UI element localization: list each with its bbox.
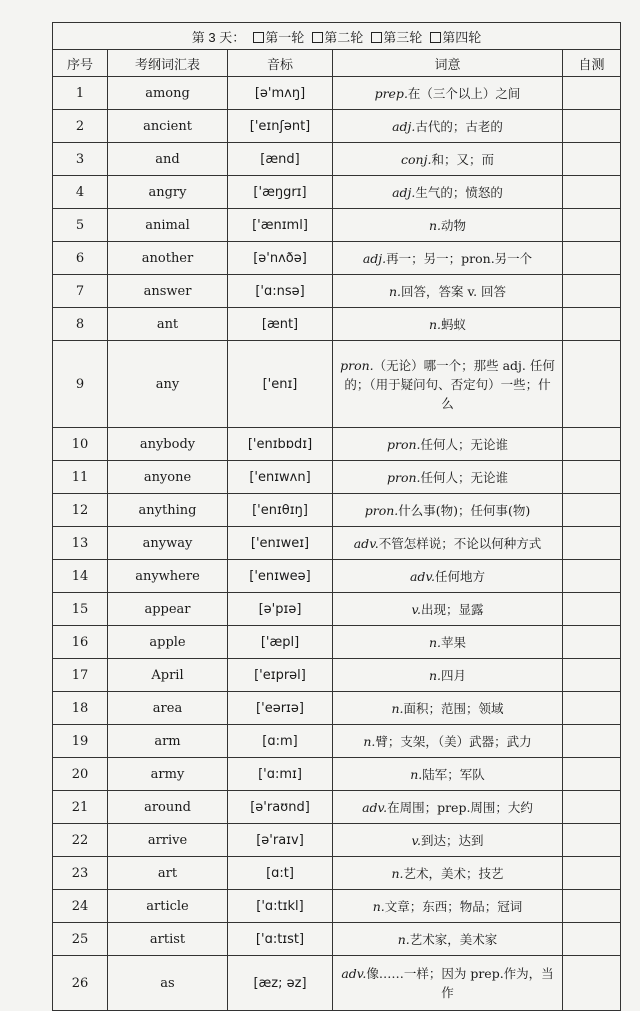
table-row	[53, 176, 621, 209]
row-meaning	[333, 593, 563, 626]
part-of-speech: v.	[411, 832, 422, 848]
meaning-text: 到达；达到	[421, 832, 484, 848]
part-of-speech: n.	[428, 634, 441, 650]
day-header-row	[53, 23, 621, 50]
row-number: 24	[53, 890, 108, 923]
row-selftest-cell[interactable]	[563, 275, 621, 308]
col-header-phonetic: 音标	[228, 50, 333, 77]
table-row	[53, 428, 621, 461]
row-selftest-cell[interactable]	[563, 242, 621, 275]
row-number: 19	[53, 725, 108, 758]
meaning-text: 什么事(物)；任何事(物)	[398, 502, 531, 518]
meaning-text: 动物	[441, 217, 467, 233]
meaning-text: 陆军；军队	[422, 766, 485, 782]
row-number: 10	[53, 428, 108, 461]
part-of-speech: pron.	[364, 502, 399, 518]
row-number: 1	[53, 77, 108, 110]
row-word: article	[108, 890, 228, 923]
table-row	[53, 242, 621, 275]
row-meaning	[333, 143, 563, 176]
table-row	[53, 758, 621, 791]
row-meaning	[333, 923, 563, 956]
meaning-text: 在（三个以上）之间	[407, 85, 521, 101]
table-row	[53, 209, 621, 242]
row-word: any	[108, 341, 228, 428]
row-phonetic: [ænd]	[228, 143, 333, 176]
table-row	[53, 341, 621, 428]
meaning-text: 文章；东西；物品；冠词	[384, 898, 523, 914]
row-number: 7	[53, 275, 108, 308]
meaning-text: 蚂蚁	[441, 316, 467, 332]
row-meaning	[333, 242, 563, 275]
row-number: 14	[53, 560, 108, 593]
row-word: as	[108, 956, 228, 1011]
table-row	[53, 461, 621, 494]
part-of-speech: pron.	[386, 469, 421, 485]
meaning-text: 回答，答案 v. 回答	[401, 283, 507, 299]
row-selftest-cell[interactable]	[563, 209, 621, 242]
table-row	[53, 791, 621, 824]
row-phonetic: [ə'raʊnd]	[228, 791, 333, 824]
meaning-text: 生气的；愤怒的	[415, 184, 503, 200]
column-header-row	[53, 50, 621, 77]
row-selftest-cell[interactable]	[563, 428, 621, 461]
table-row	[53, 692, 621, 725]
part-of-speech: n.	[428, 667, 441, 683]
row-word: art	[108, 857, 228, 890]
meaning-text: 像……一样；因为 prep.作为，当作	[366, 966, 554, 1000]
row-word: and	[108, 143, 228, 176]
row-meaning	[333, 791, 563, 824]
row-word: anyone	[108, 461, 228, 494]
row-selftest-cell[interactable]	[563, 659, 621, 692]
row-meaning	[333, 275, 563, 308]
row-selftest-cell[interactable]	[563, 176, 621, 209]
row-selftest-cell[interactable]	[563, 77, 621, 110]
meaning-text: 面积；范围；领域	[403, 700, 504, 716]
part-of-speech: n.	[391, 700, 404, 716]
table-row	[53, 626, 621, 659]
meaning-text: 任何地方	[435, 568, 486, 584]
row-phonetic: ['ɑ:nsə]	[228, 275, 333, 308]
table-row	[53, 890, 621, 923]
row-number: 4	[53, 176, 108, 209]
part-of-speech: n.	[388, 283, 402, 299]
row-selftest-cell[interactable]	[563, 758, 621, 791]
row-number: 5	[53, 209, 108, 242]
row-meaning	[333, 77, 563, 110]
part-of-speech: pron.	[386, 436, 421, 452]
table-row	[53, 824, 621, 857]
meaning-text: 艺术，美术；技艺	[403, 865, 504, 881]
row-word: artist	[108, 923, 228, 956]
row-number: 23	[53, 857, 108, 890]
row-meaning	[333, 824, 563, 857]
row-number: 15	[53, 593, 108, 626]
part-of-speech: conj.	[401, 151, 432, 167]
row-selftest-cell[interactable]	[563, 308, 621, 341]
round-4-checkbox[interactable]	[430, 32, 441, 43]
col-header-word: 考纲词汇表	[108, 50, 228, 77]
row-number: 25	[53, 923, 108, 956]
row-number: 11	[53, 461, 108, 494]
row-word: ant	[108, 308, 228, 341]
row-selftest-cell[interactable]	[563, 461, 621, 494]
row-meaning	[333, 659, 563, 692]
row-word: arm	[108, 725, 228, 758]
meaning-text: 不管怎样说；不论以何种方式	[378, 535, 542, 551]
row-meaning	[333, 890, 563, 923]
table-row	[53, 857, 621, 890]
row-meaning	[333, 758, 563, 791]
row-meaning	[333, 461, 563, 494]
part-of-speech: n.	[397, 931, 410, 947]
col-header-meaning: 词意	[333, 50, 563, 77]
row-selftest-cell[interactable]	[563, 110, 621, 143]
table-row	[53, 77, 621, 110]
row-phonetic: ['eərɪə]	[228, 692, 333, 725]
row-selftest-cell[interactable]	[563, 560, 621, 593]
row-meaning	[333, 428, 563, 461]
part-of-speech: prep.	[374, 85, 408, 101]
round-3-checkbox[interactable]	[371, 32, 382, 43]
row-meaning	[333, 209, 563, 242]
row-selftest-cell[interactable]	[563, 593, 621, 626]
meaning-text: 苹果	[441, 634, 467, 650]
row-selftest-cell[interactable]	[563, 857, 621, 890]
meaning-text: 四月	[441, 667, 467, 683]
row-number: 16	[53, 626, 108, 659]
row-phonetic: ['enɪθɪŋ]	[228, 494, 333, 527]
vocabulary-table	[52, 22, 621, 1011]
row-phonetic: ['ænɪml]	[228, 209, 333, 242]
meaning-text: 在周围；prep.周围；大约	[387, 799, 533, 815]
row-selftest-cell[interactable]	[563, 341, 621, 428]
table-row	[53, 923, 621, 956]
row-phonetic: [ænt]	[228, 308, 333, 341]
row-phonetic: ['enɪ]	[228, 341, 333, 428]
row-meaning	[333, 725, 563, 758]
row-word: among	[108, 77, 228, 110]
row-word: anybody	[108, 428, 228, 461]
row-phonetic: ['enɪweə]	[228, 560, 333, 593]
row-meaning	[333, 857, 563, 890]
row-word: ancient	[108, 110, 228, 143]
row-word: April	[108, 659, 228, 692]
day-header	[53, 23, 621, 50]
day-label: 第 3 天：	[191, 29, 246, 45]
row-phonetic: [ə'pɪə]	[228, 593, 333, 626]
part-of-speech: adv.	[362, 799, 388, 815]
row-number: 3	[53, 143, 108, 176]
part-of-speech: pron.	[340, 357, 374, 373]
row-selftest-cell[interactable]	[563, 890, 621, 923]
row-phonetic: ['eɪnʃənt]	[228, 110, 333, 143]
meaning-text: （无论）哪一个；那些 adj. 任何的；（用于疑问句、否定句）一些；什么	[344, 357, 555, 411]
row-number: 21	[53, 791, 108, 824]
row-meaning	[333, 560, 563, 593]
row-number: 6	[53, 242, 108, 275]
table-row	[53, 956, 621, 1011]
row-meaning	[333, 626, 563, 659]
row-word: animal	[108, 209, 228, 242]
part-of-speech: adj.	[392, 184, 416, 200]
meaning-text: 臂；支架，（美）武器；武力	[375, 733, 532, 749]
part-of-speech: n.	[410, 766, 423, 782]
row-number: 2	[53, 110, 108, 143]
row-phonetic: ['æŋgrɪ]	[228, 176, 333, 209]
row-selftest-cell[interactable]	[563, 527, 621, 560]
row-word: anywhere	[108, 560, 228, 593]
row-selftest-cell[interactable]	[563, 692, 621, 725]
table-row	[53, 275, 621, 308]
row-word: anyway	[108, 527, 228, 560]
round-1-label: 第一轮	[265, 29, 305, 45]
meaning-text: 艺术家，美术家	[409, 931, 498, 947]
row-number: 9	[53, 341, 108, 428]
part-of-speech: v.	[411, 601, 422, 617]
row-phonetic: ['ɑ:tɪst]	[228, 923, 333, 956]
row-phonetic: ['ɑ:mɪ]	[228, 758, 333, 791]
row-number: 26	[53, 956, 108, 1011]
row-phonetic: ['enɪbɒdɪ]	[228, 428, 333, 461]
row-phonetic: [ə'nʌðə]	[228, 242, 333, 275]
round-1-checkbox[interactable]	[253, 32, 264, 43]
part-of-speech: adj.	[392, 118, 416, 134]
round-2-checkbox[interactable]	[312, 32, 323, 43]
row-word: appear	[108, 593, 228, 626]
table-row	[53, 494, 621, 527]
row-selftest-cell[interactable]	[563, 725, 621, 758]
row-selftest-cell[interactable]	[563, 626, 621, 659]
table-row	[53, 560, 621, 593]
part-of-speech: n.	[372, 898, 385, 914]
row-word: around	[108, 791, 228, 824]
meaning-text: 任何人；无论谁	[420, 469, 509, 485]
row-phonetic: [ə'raɪv]	[228, 824, 333, 857]
row-phonetic: ['ɑ:tɪkl]	[228, 890, 333, 923]
row-word: apple	[108, 626, 228, 659]
table-row	[53, 143, 621, 176]
row-number: 12	[53, 494, 108, 527]
part-of-speech: n.	[428, 217, 441, 233]
meaning-text: 任何人；无论谁	[420, 436, 509, 452]
meaning-text: 再一；另一；pron.另一个	[386, 250, 533, 266]
round-4-label: 第四轮	[442, 29, 482, 45]
row-meaning	[333, 527, 563, 560]
row-meaning	[333, 956, 563, 1011]
part-of-speech: adv.	[353, 535, 379, 551]
row-selftest-cell[interactable]	[563, 143, 621, 176]
row-meaning	[333, 341, 563, 428]
meaning-text: 出现；显露	[421, 601, 484, 617]
row-meaning	[333, 176, 563, 209]
table-row	[53, 110, 621, 143]
part-of-speech: adv.	[409, 568, 435, 584]
row-selftest-cell[interactable]	[563, 923, 621, 956]
part-of-speech: adv.	[341, 966, 367, 981]
table-row	[53, 725, 621, 758]
row-phonetic: ['eɪprəl]	[228, 659, 333, 692]
row-phonetic: ['enɪweɪ]	[228, 527, 333, 560]
row-meaning	[333, 692, 563, 725]
part-of-speech: n.	[363, 733, 376, 749]
row-meaning	[333, 308, 563, 341]
table-row	[53, 527, 621, 560]
meaning-text: 古代的；古老的	[415, 118, 503, 134]
part-of-speech: n.	[391, 865, 404, 881]
row-phonetic: [ə'mʌŋ]	[228, 77, 333, 110]
row-selftest-cell[interactable]	[563, 956, 621, 1011]
row-phonetic: [ɑ:m]	[228, 725, 333, 758]
row-meaning	[333, 494, 563, 527]
row-word: arrive	[108, 824, 228, 857]
table-row	[53, 593, 621, 626]
round-3-label: 第三轮	[383, 29, 423, 45]
row-word: answer	[108, 275, 228, 308]
row-phonetic: [æz; əz]	[228, 956, 333, 1011]
row-number: 8	[53, 308, 108, 341]
row-number: 17	[53, 659, 108, 692]
row-meaning	[333, 110, 563, 143]
vocabulary-sheet	[52, 22, 620, 1011]
row-word: another	[108, 242, 228, 275]
row-number: 18	[53, 692, 108, 725]
row-word: anything	[108, 494, 228, 527]
table-row	[53, 659, 621, 692]
row-word: army	[108, 758, 228, 791]
row-phonetic: ['enɪwʌn]	[228, 461, 333, 494]
row-phonetic: ['æpl]	[228, 626, 333, 659]
row-word: angry	[108, 176, 228, 209]
part-of-speech: adj.	[362, 250, 387, 266]
row-selftest-cell[interactable]	[563, 791, 621, 824]
row-word: area	[108, 692, 228, 725]
row-selftest-cell[interactable]	[563, 824, 621, 857]
round-2-label: 第二轮	[324, 29, 364, 45]
row-number: 22	[53, 824, 108, 857]
row-number: 13	[53, 527, 108, 560]
col-header-selftest: 自测	[563, 50, 621, 77]
row-phonetic: [ɑ:t]	[228, 857, 333, 890]
row-number: 20	[53, 758, 108, 791]
row-selftest-cell[interactable]	[563, 494, 621, 527]
part-of-speech: n.	[428, 316, 441, 332]
col-header-number: 序号	[53, 50, 108, 77]
table-row	[53, 308, 621, 341]
meaning-text: 和；又；而	[431, 151, 494, 167]
